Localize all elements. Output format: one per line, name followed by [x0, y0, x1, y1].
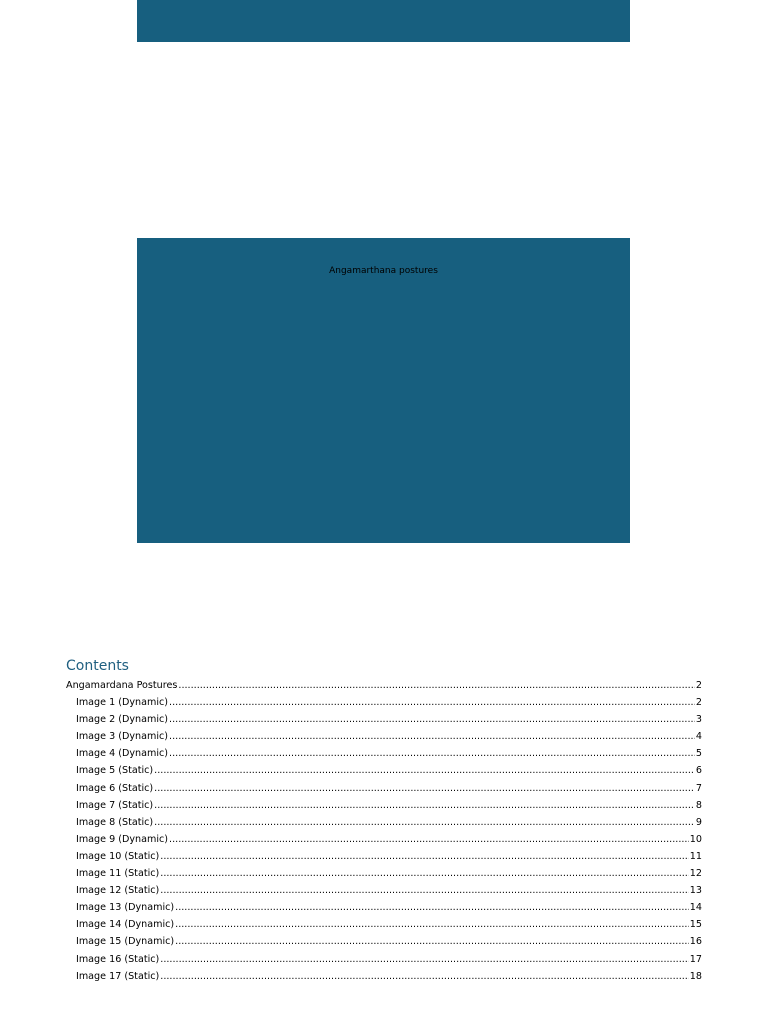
toc-entry-label[interactable]: Image 11 (Static) — [76, 868, 160, 880]
toc-entry[interactable] — [66, 677, 702, 694]
toc-entry-label[interactable]: Image 4 (Dynamic) — [76, 748, 169, 760]
toc-entry-page[interactable]: 4 — [695, 731, 702, 743]
toc-entry-label[interactable]: Image 3 (Dynamic) — [76, 731, 169, 743]
toc-entry-page[interactable]: 8 — [695, 799, 702, 811]
toc-dot-leader — [169, 745, 695, 762]
toc-dot-leader — [169, 711, 695, 728]
toc-entry-label[interactable]: Image 9 (Dynamic) — [76, 833, 169, 845]
toc-entry-page[interactable]: 2 — [695, 680, 702, 691]
toc-dot-leader — [160, 882, 689, 899]
toc-entry-page[interactable]: 5 — [695, 748, 702, 760]
toc-entry-label[interactable]: Image 13 (Dynamic) — [76, 902, 175, 914]
toc-entry[interactable] — [66, 865, 702, 882]
toc-entry-label[interactable]: Angamardana Postures — [66, 680, 178, 691]
toc-entry-label[interactable]: Image 17 (Static) — [76, 970, 160, 982]
toc-entry[interactable] — [66, 694, 702, 711]
toc-entry-label[interactable]: Image 12 (Static) — [76, 885, 160, 897]
toc-entry-page[interactable]: 17 — [689, 953, 702, 965]
toc-entry-label[interactable]: Image 5 (Static) — [76, 765, 154, 777]
toc-entry[interactable] — [66, 711, 702, 728]
toc-entry-page[interactable]: 9 — [695, 816, 702, 828]
table-of-contents — [66, 677, 702, 985]
toc-dot-leader — [178, 677, 695, 694]
toc-entry-label[interactable]: Image 8 (Static) — [76, 816, 154, 828]
toc-dot-leader — [154, 762, 695, 779]
toc-entry-page[interactable]: 11 — [689, 850, 702, 862]
cover-banner — [137, 238, 630, 543]
toc-dot-leader — [169, 831, 689, 848]
toc-entry-page[interactable]: 18 — [689, 970, 702, 982]
toc-dot-leader — [160, 968, 689, 985]
toc-entry[interactable] — [66, 762, 702, 779]
toc-entry-label[interactable]: Image 15 (Dynamic) — [76, 936, 175, 948]
toc-entry[interactable] — [66, 780, 702, 797]
cover-caption: Angamarthana postures — [329, 266, 438, 276]
toc-entry-label[interactable]: Image 10 (Static) — [76, 850, 160, 862]
toc-entry[interactable] — [66, 848, 702, 865]
toc-entry[interactable] — [66, 728, 702, 745]
toc-dot-leader — [160, 865, 689, 882]
header-banner — [137, 0, 630, 42]
toc-heading: Contents — [66, 658, 129, 674]
toc-entry-label[interactable]: Image 14 (Dynamic) — [76, 919, 175, 931]
toc-entry-page[interactable]: 2 — [695, 697, 702, 709]
toc-entry[interactable] — [66, 814, 702, 831]
toc-entry[interactable] — [66, 933, 702, 950]
toc-dot-leader — [175, 899, 689, 916]
toc-entry-label[interactable]: Image 6 (Static) — [76, 782, 154, 794]
toc-entry[interactable] — [66, 882, 702, 899]
toc-dot-leader — [154, 780, 695, 797]
toc-entry-page[interactable]: 3 — [695, 714, 702, 726]
toc-dot-leader — [175, 916, 689, 933]
toc-entry-label[interactable]: Image 7 (Static) — [76, 799, 154, 811]
toc-dot-leader — [169, 694, 695, 711]
toc-entry[interactable] — [66, 916, 702, 933]
toc-entry[interactable] — [66, 797, 702, 814]
toc-entry-label[interactable]: Image 1 (Dynamic) — [76, 697, 169, 709]
toc-dot-leader — [160, 951, 689, 968]
toc-entry-label[interactable]: Image 2 (Dynamic) — [76, 714, 169, 726]
toc-entry[interactable] — [66, 951, 702, 968]
toc-entry-label[interactable]: Image 16 (Static) — [76, 953, 160, 965]
toc-dot-leader — [160, 848, 689, 865]
toc-dot-leader — [169, 728, 695, 745]
toc-entry-page[interactable]: 10 — [689, 833, 702, 845]
toc-entry-page[interactable]: 7 — [695, 782, 702, 794]
toc-dot-leader — [154, 797, 695, 814]
toc-entry-page[interactable]: 16 — [689, 936, 702, 948]
toc-entry-page[interactable]: 12 — [689, 868, 702, 880]
toc-entry[interactable] — [66, 899, 702, 916]
toc-entry-page[interactable]: 15 — [689, 919, 702, 931]
toc-entry[interactable] — [66, 745, 702, 762]
toc-entry[interactable] — [66, 831, 702, 848]
toc-entry-page[interactable]: 14 — [689, 902, 702, 914]
toc-entry-page[interactable]: 13 — [689, 885, 702, 897]
toc-dot-leader — [175, 933, 689, 950]
toc-entry[interactable] — [66, 968, 702, 985]
toc-dot-leader — [154, 814, 695, 831]
toc-entry-page[interactable]: 6 — [695, 765, 702, 777]
